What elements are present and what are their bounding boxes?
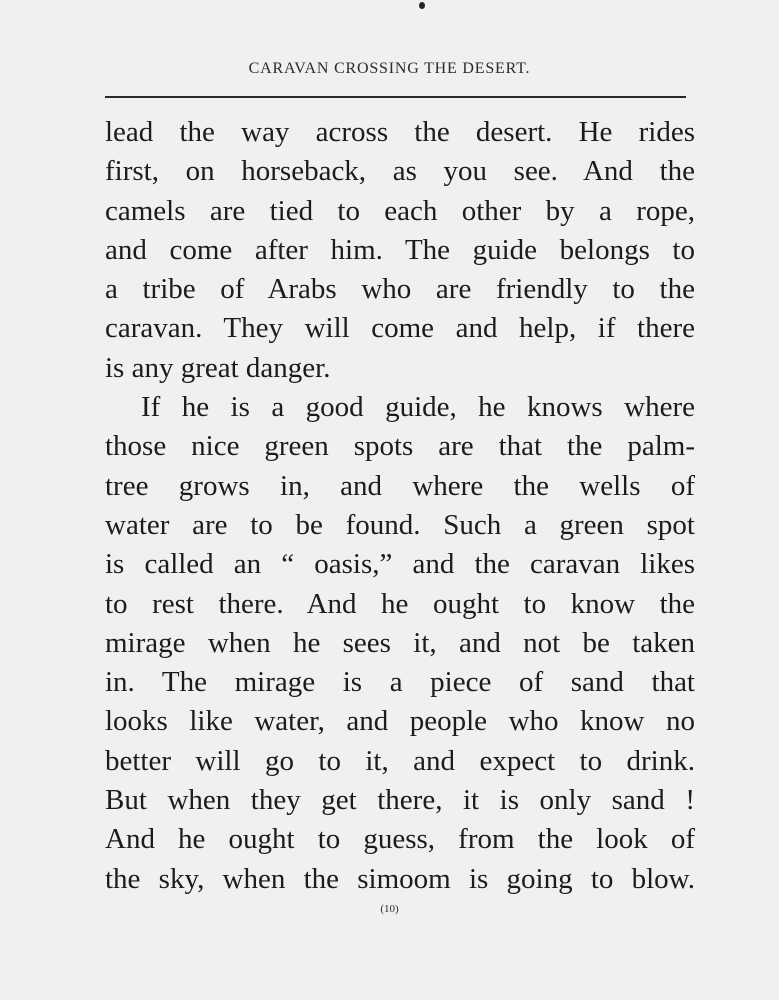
text-line: camels are tied to each other by a rope,	[105, 194, 695, 227]
text-line: those nice green spots are that the palm-	[105, 430, 695, 463]
page-number: (10)	[380, 903, 399, 915]
text-line: and come after him. The guide belongs to	[105, 233, 695, 266]
text-line: is any great danger.	[105, 351, 331, 384]
text-line: first, on horseback, as you see. And the	[105, 155, 695, 188]
text-line: looks like water, and people who know no	[105, 705, 695, 738]
text-line: mirage when he sees it, and not be taken	[105, 626, 695, 659]
header-rule	[105, 96, 686, 98]
text-line: water are to be found. Such a green spot	[105, 508, 695, 541]
text-line: better will go to it, and expect to drink.	[105, 744, 695, 777]
ink-dot	[419, 2, 425, 9]
text-line: caravan. They will come and help, if there	[105, 312, 695, 345]
body-text	[105, 113, 695, 899]
text-line: to rest there. And he ought to know the	[105, 587, 695, 620]
text-line: lead the way across the desert. He rides	[105, 116, 695, 148]
text-line: tree grows in, and where the wells of	[105, 469, 695, 502]
text-line: in. The mirage is a piece of sand that	[105, 666, 695, 699]
text-line: But when they get there, it is only sand !	[105, 784, 695, 817]
text-line: a tribe of Arabs who are friendly to the	[105, 273, 695, 306]
text-line: the sky, when the simoom is going to blow.	[105, 862, 695, 895]
text-line: If he is a good guide, he knows where	[141, 391, 695, 424]
text-line: is called an “ oasis,” and the caravan likes	[105, 548, 695, 581]
text-line: And he ought to guess, from the look of	[105, 823, 695, 856]
running-title: CARAVAN CROSSING THE DESERT.	[248, 60, 531, 77]
